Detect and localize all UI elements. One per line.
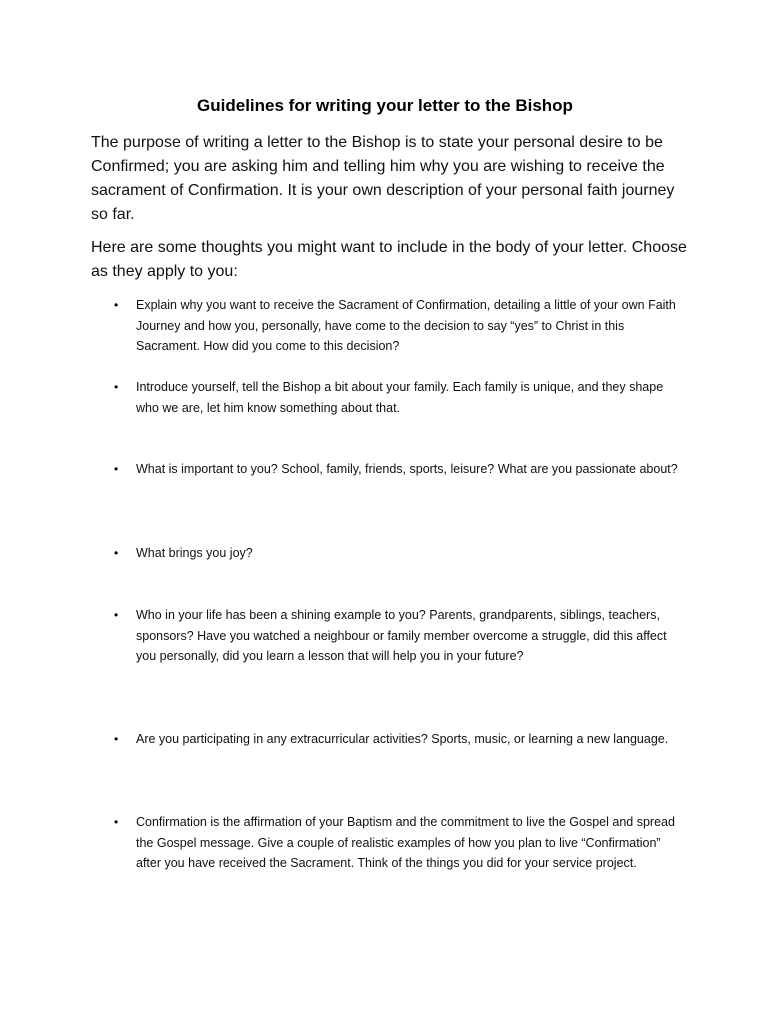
list-item-text: Who in your life has been a shining example to you? Parents, grandparents, siblings, teachers, sponsors? Have you watched a neighbour or family member overcome a struggle, did this affect you personally, did you learn a lesson that will help you in your future? — [136, 608, 667, 663]
bullet-icon: • — [114, 815, 119, 829]
thoughts-paragraph: Here are some thoughts you might want to include in the body of your letter. Choose as they apply to you: — [91, 239, 687, 280]
list-item-text: What is important to you? School, family, friends, sports, leisure? What are you passionate about? — [136, 462, 678, 476]
list-item-text: Explain why you want to receive the Sacrament of Confirmation, detailing a little of your own Faith Journey and how you, personally, have come to the decision to say “yes” to Christ in this Sacrament. How did you come to this decision? — [136, 298, 676, 353]
bullet-icon: • — [114, 608, 119, 622]
list-item-text: Introduce yourself, tell the Bishop a bit about your family. Each family is unique, and they shape who we are, let him know something about that. — [136, 380, 664, 415]
list-item — [114, 543, 684, 564]
bullet-icon: • — [114, 732, 119, 746]
bullet-icon: • — [114, 462, 119, 476]
intro-paragraph: The purpose of writing a letter to the Bishop is to state your personal desire to be Confirmed; you are asking him and telling him why you are wishing to receive the sacrament of Confirmation. It is your own description of your personal faith journey so far. — [91, 134, 675, 223]
bullet-icon: • — [114, 546, 119, 560]
list-item — [114, 377, 684, 418]
list-item-text: Confirmation is the affirmation of your Baptism and the commitment to live the Gospel and spread the Gospel message. Give a couple of realistic examples of how you plan to live “Confirmation” after you have received the Sacrament. Think of the things you did for your service project. — [136, 815, 675, 870]
bullet-icon: • — [114, 380, 119, 394]
list-item — [114, 729, 684, 750]
list-item-text: Are you participating in any extracurricular activities? Sports, music, or learning a new language. — [136, 732, 669, 746]
list-item — [114, 605, 684, 667]
list-item — [114, 459, 684, 480]
list-item — [114, 295, 684, 357]
page-title: Guidelines for writing your letter to the Bishop — [197, 96, 573, 115]
list-item — [114, 812, 684, 874]
bullet-icon: • — [114, 298, 119, 312]
list-item-text: What brings you joy? — [136, 546, 253, 560]
